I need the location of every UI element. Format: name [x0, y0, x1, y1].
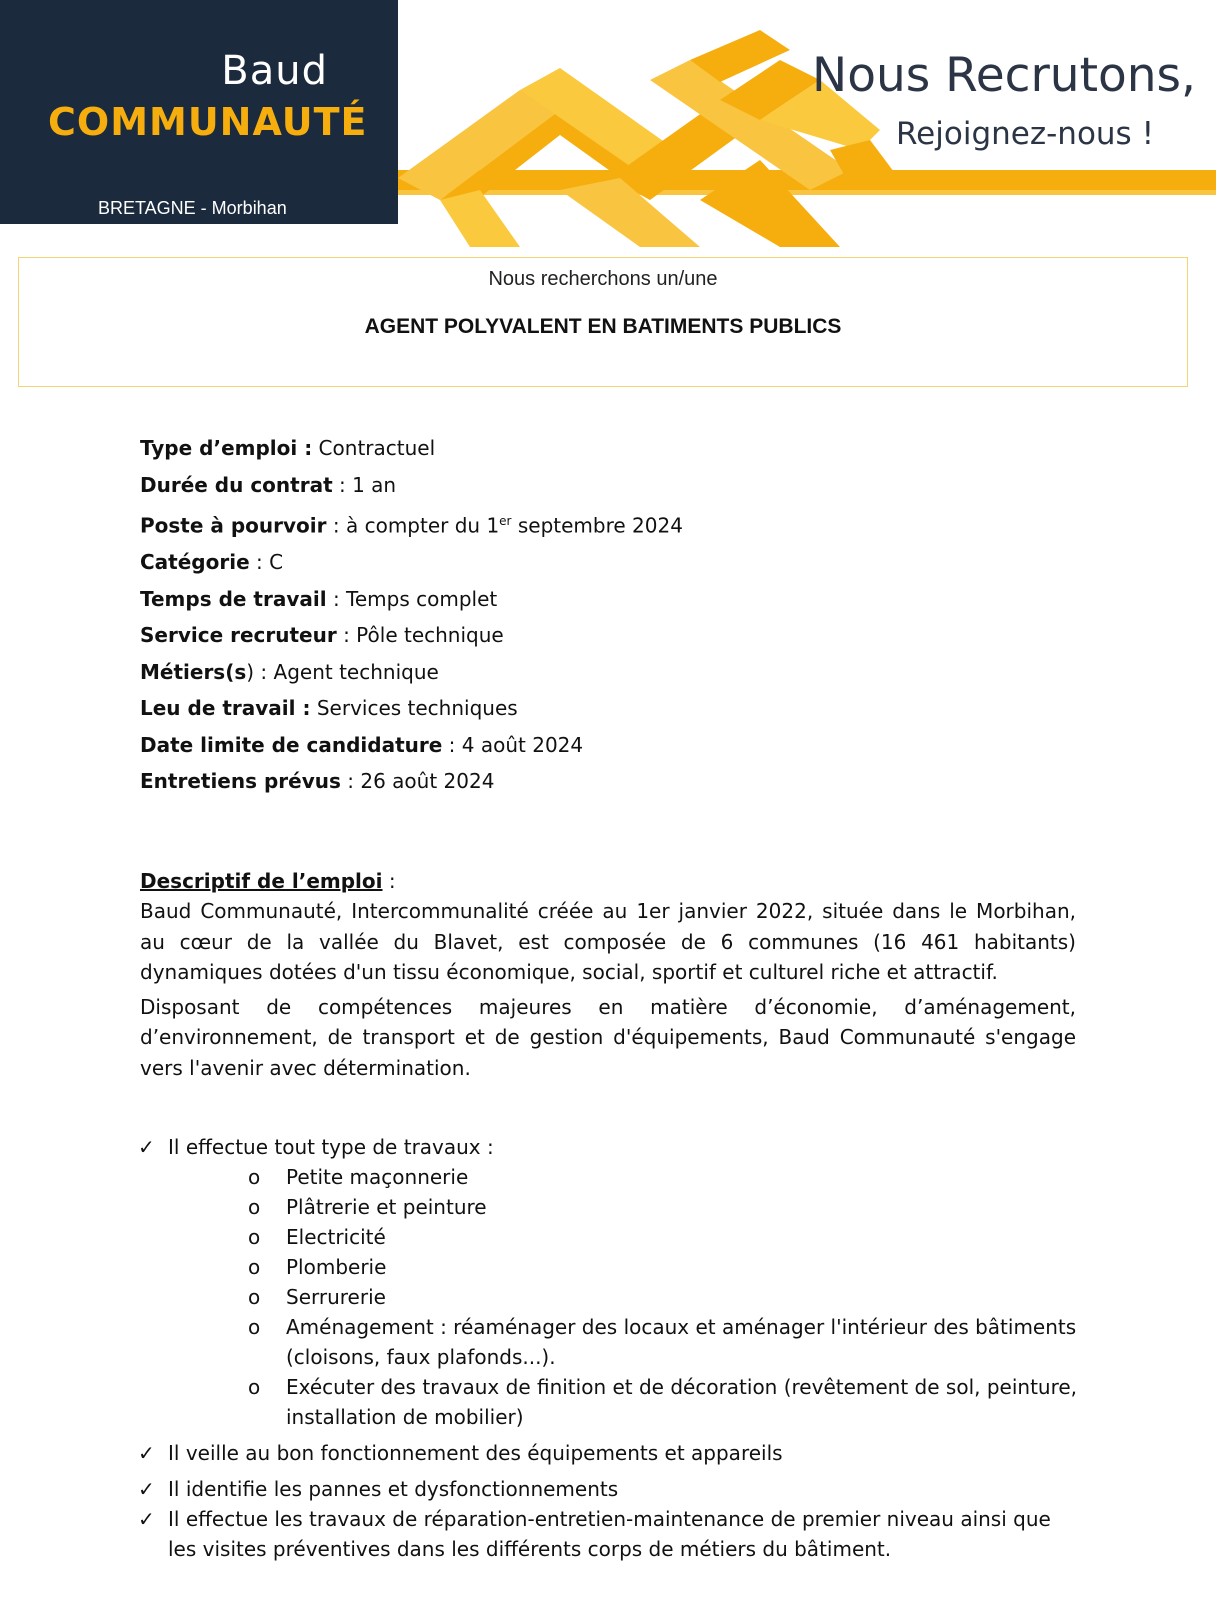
task-item: ✓ Il effectue les travaux de réparation-entretien-maintenance de premier niveau ainsi que les visites préventives dans les différents corps de métiers du bâtiment. [138, 1504, 1078, 1564]
logo-block [0, 0, 398, 224]
recruiting-title: Nous Recrutons, [812, 48, 1196, 103]
task-item: ✓ Il veille au bon fonctionnement des équipements et appareils [138, 1438, 1078, 1468]
job-title: AGENT POLYVALENT EN BATIMENTS PUBLICS [364, 315, 842, 338]
check-icon: ✓ [138, 1441, 155, 1465]
circle-bullet-icon: o [248, 1165, 261, 1189]
check-icon: ✓ [138, 1477, 155, 1501]
subtask-item: o Petite maçonnerie [248, 1162, 1078, 1192]
subtask-item: o Serrurerie [248, 1282, 1078, 1312]
description-heading: Descriptif de l’emploi : [140, 869, 396, 893]
logo-region-text: BRETAGNE - Morbihan [98, 198, 287, 218]
circle-bullet-icon: o [248, 1195, 261, 1219]
task-item: ✓ Il effectue tout type de travaux : [138, 1132, 1078, 1162]
info-row-service: Service recruteur : Pôle technique [140, 623, 504, 648]
description-paragraph: Disposant de compétences majeures en matière d’économie, d’aménagement, d’environnement, de transport et de gestion d'équipements, Baud Communauté s'engage vers l'avenir avec détermination. [140, 994, 1076, 1080]
circle-bullet-icon: o [248, 1315, 261, 1339]
header-banner [0, 0, 1216, 247]
circle-bullet-icon: o [248, 1225, 261, 1249]
subtask-item: o Exécuter des travaux de finition et de décoration (revêtement de sol, peinture, installation de mobilier) [248, 1372, 1078, 1432]
task-item: ✓ Il identifie les pannes et dysfonctionnements [138, 1474, 1078, 1504]
job-intro: Nous recherchons un/une [488, 268, 718, 290]
check-icon: ✓ [138, 1135, 155, 1159]
logo-communaute-text: COMMUNAUTÉ [48, 100, 368, 144]
circle-bullet-icon: o [248, 1255, 261, 1279]
info-row-deadline: Date limite de candidature : 4 août 2024 [140, 732, 584, 757]
description-paragraph: Baud Communauté, Intercommunalité créée au 1er janvier 2022, située dans le Morbihan, au cœur de la vallée du Blavet, est composée de 6 communes (16 461 habitants) dynamiques dotées d'un tissu économique, social, sportif et culturel riche et attractif. [140, 899, 1076, 984]
info-row-working-time: Temps de travail : Temps complet [140, 586, 498, 611]
info-row-jobs: Métiers(s) : Agent technique [140, 659, 439, 684]
circle-bullet-icon: o [248, 1285, 261, 1309]
subtask-item: o Aménagement : réaménager des locaux et aménager l'intérieur des bâtiments (cloisons, faux plafonds...). [248, 1312, 1078, 1372]
job-info-list [140, 430, 1076, 800]
task-list [138, 1132, 1078, 1564]
logo-baud-text: Baud [221, 48, 328, 94]
circle-bullet-icon: o [248, 1375, 261, 1399]
subtask-item: o Plomberie [248, 1252, 1078, 1282]
info-row-start: Poste à pourvoir : à compter du 1er septembre 2024 [140, 513, 683, 538]
recruiting-subtitle: Rejoignez-nous ! [896, 116, 1154, 152]
subtask-list [138, 1162, 1078, 1432]
info-row-interviews: Entretiens prévus : 26 août 2024 [140, 769, 495, 794]
info-row-category: Catégorie : C [140, 550, 284, 575]
info-row-duration: Durée du contrat : 1 an [140, 472, 397, 497]
job-title-box [18, 257, 1188, 387]
check-icon: ✓ [138, 1507, 155, 1531]
subtask-item: o Electricité [248, 1222, 1078, 1252]
job-description [140, 866, 1076, 1087]
info-row-place: Leu de travail : Services techniques [140, 696, 518, 721]
subtask-item: o Plâtrerie et peinture [248, 1192, 1078, 1222]
info-row-type: Type d’emploi : Contractuel [140, 436, 436, 460]
